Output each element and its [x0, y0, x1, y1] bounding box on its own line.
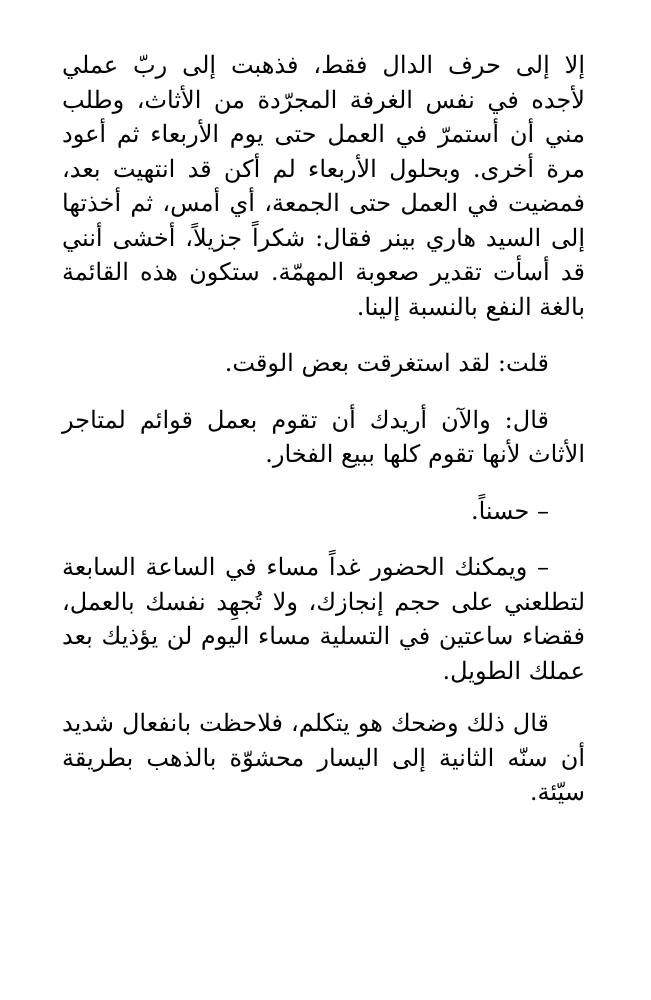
paragraph-dialogue: – ويمكنك الحضور غداً مساء في الساعة السابعة لتطلعني على حجم إنجازك، ولا تُجهِد نفسك بالعمل، فقضاء ساعتين في التسلية مساء اليوم لن يؤذيك بعد عملك الطويل. — [62, 553, 585, 685]
paragraph-dialogue: قلت: لقد استغرقت بعض الوقت. — [224, 349, 549, 377]
paragraph-dialogue: – حسناً. — [470, 496, 549, 525]
paragraph-dialogue: قال: والآن أريدك أن تقوم بعمل قوائم لمتاجر الأثاث لأنها تقوم كلها ببيع الفخار. — [62, 405, 585, 468]
paragraph-narration: قال ذلك وضحك هو يتكلم، فلاحظت بانفعال شديد أن سنّه الثانية إلى اليسار محشوّة بالذهب بطريقة سيّئة. — [62, 709, 585, 806]
paragraph-continuation: إلا إلى حرف الدال فقط، فذهبت إلى ربّ عملي لأجده في نفس الغرفة المجرّدة من الأثاث، وطلب مني أن أستمرّ في العمل حتى يوم الأربعاء ثم أعود مرة أخرى. وبحلول الأربعاء لم أكن قد انتهيت بعد، فمضيت في العمل حتى الجمعة، أي أمس، ثم أخذتها إلى السيد هاري بينر فقال: شكراً جزيلاً، أخشى أنني قد أسأت تقدير صعوبة المهمّة. ستكون هذه القائمة بالغة النفع بالنسبة إلينا. — [62, 51, 585, 321]
